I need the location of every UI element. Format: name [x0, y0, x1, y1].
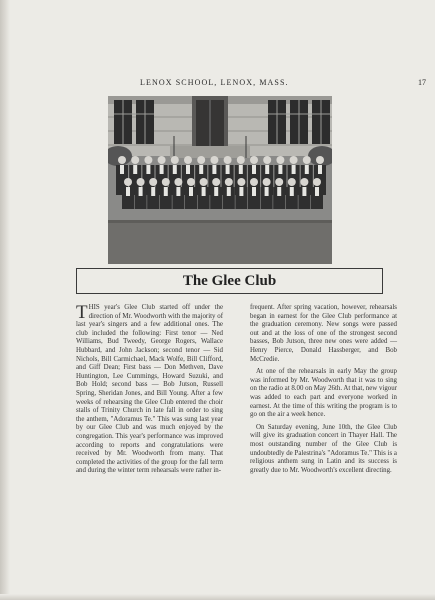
glee-club-group-photo	[108, 96, 332, 264]
page-number: 17	[418, 78, 426, 87]
article-title-box	[76, 268, 383, 294]
drop-cap: T	[76, 302, 88, 323]
column-2-paragraph-2: At one of the rehearsals in early May the group was informed by Mr. Woodworth that it was to sing on the radio at 8.00 on May 26th. At that, new vigour was added to each part and everyone worked in earnest. At the time of this writing the program is to go on the air a week hence.	[250, 368, 397, 419]
article-column-1	[76, 304, 223, 476]
page-bottom-shadow	[0, 594, 435, 600]
article-title: The Glee Club	[182, 273, 277, 289]
running-head: LENOX SCHOOL, LENOX, MASS.	[140, 78, 289, 87]
page-gutter-shadow	[0, 0, 10, 600]
column-1-text: HIS year's Glee Club started off under the direction of Mr. Woodworth with the majority of last year's singers and a few additional ones. The club included the following: First tenor — Ned Williams, Bud Tweedy, George Rogers, Wallace Hubbard, and John Jackson; second tenor — Sid Nichols, Bill Carmichael, Mack Wolfe, Bill Clifford, and Giff Dean; First bass — Don Methven, Dave Huntington, Lee Cummings, Howard Suzuki, and Bob Hold; second bass — Bob Jutson, Russell Spring, Sheridan Jones, and Bill Young. After a few weeks of rehearsing the Glee Club entered the choir stalls of Trinity Church in late fall in order to sing the anthem, "Adoramus Te." This was sung last year by our Glee Club and was much enjoyed by the congregation. This year's performance was improved according to reports and congratulations were received by Mr. Woodworth from many. That completed the activities of the group for the fall term and during the winter term rehearsals were rather in-	[76, 304, 223, 475]
column-2-paragraph-1: frequent. After spring vacation, however, rehearsals began in earnest for the Glee Club performance at the graduation ceremony. New songs were passed out and at the loss of one of the strongest second basses, Bob Jutson, three new ones were added — Henry Pierce, Donald Hassberger, and Bob McCredie.	[250, 304, 397, 363]
group-photo-image	[108, 96, 332, 264]
column-2-paragraph-3: On Saturday evening, June 10th, the Glee Club will give its graduation concert in Thayer Hall. The most outstanding number of the Glee Club is undoubtedly de Palestrina's "Adoramus Te." This is a religious anthem sung in Latin and its success is greatly due to Mr. Woodworth's excellent directing.	[250, 423, 397, 474]
column-1-paragraph	[76, 304, 223, 476]
article-column-2	[250, 304, 397, 475]
